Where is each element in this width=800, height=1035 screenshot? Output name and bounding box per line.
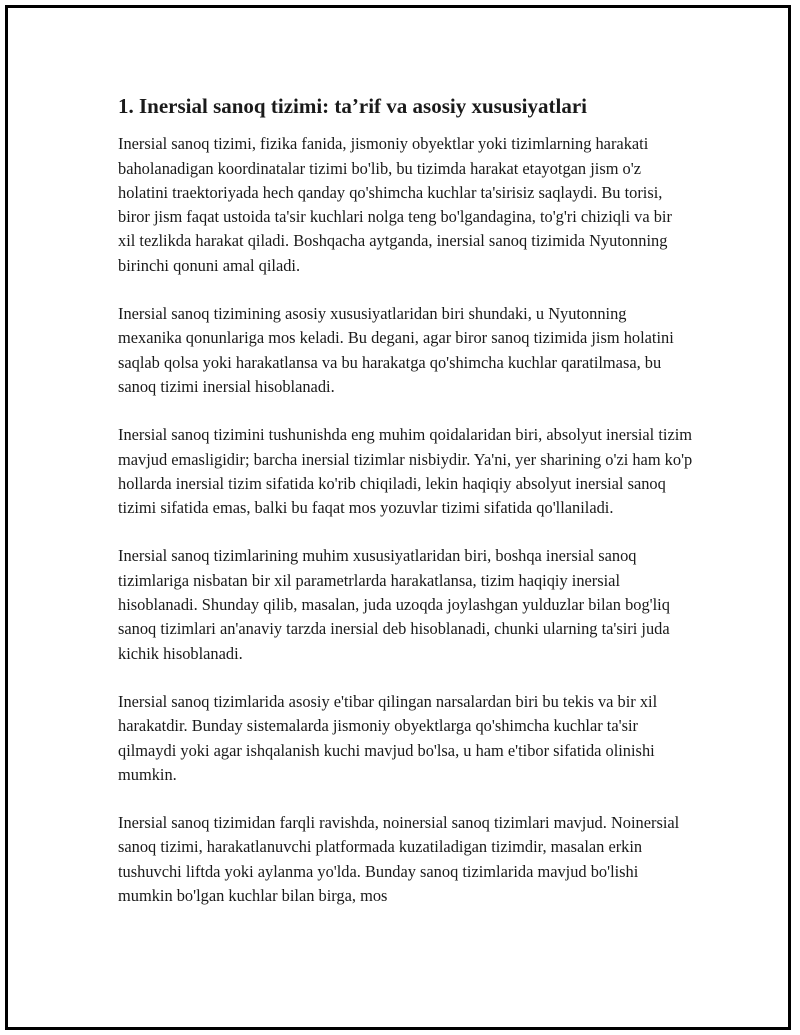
document-body [118, 93, 693, 932]
paragraph-5: Inersial sanoq tizimlarida asosiy e'tibar qilingan narsalardan biri bu tekis va bir xil harakatdir. Bunday sistemalarda jismoniy obyektlarga qo'shimcha kuchlar ta'sir qilmaydi yoki agar ishqalanish kuchi mavjud bo'lsa, u ham e'tibor sifatida olinishi mumkin. [118, 691, 658, 784]
paragraph-4: Inersial sanoq tizimlarining muhim xususiyatlaridan biri, boshqa inersial sanoq tizimlariga nisbatan bir xil parametrlarda harakatlansa, tizim haqiqiy inersial hisoblanadi. Shunday qilib, masalan, juda uzoqda joylashgan yulduzlar bilan bog'liq sanoq tizimlari an'anaviy tarzda inersial deb hisoblanadi, chunki ularning ta'siri juda kichik hisoblanadi. [118, 546, 670, 663]
paragraph-6: Inersial sanoq tizimidan farqli ravishda, noinersial sanoq tizimlari mavjud. Noinersial sanoq tizimi, harakatlanuvchi platformada kuzatiladigan tizimdir, masalan erkin tushuvchi liftda yoki aylanma yo'lda. Bunday sanoq tizimlarida mavjud bo'lishi mumkin bo'lgan kuchlar bilan birga, mos [118, 813, 680, 906]
paragraph-3: Inersial sanoq tizimini tushunishda eng muhim qoidalaridan biri, absolyut inersial tizim mavjud emasligidir; barcha inersial tizimlar nisbiydir. Ya'ni, yer sharining o'zi ham ko'p hollarda inersial tizim sifatida ko'rib chiqiladi, lekin haqiqiy absolyut inersial sanoq tizimi sifatida emas, balki bu faqat mos yozuvlar tizimi sifatida qo'llaniladi. [118, 425, 693, 518]
paragraph-1: Inersial sanoq tizimi, fizika fanida, jismoniy obyektlar yoki tizimlarning harakati baholanadigan koordinatalar tizimi bo'lib, bu tizimda harakat etayotgan jism o'z holatini traektoriyada hech qanday qo'shimcha kuchlar ta'sirisiz saqlaydi. Bu torisi, biror jism faqat ustoida ta'sir kuchlari nolga teng bo'lgandagina, to'g'ri chiziqli va bir xil tezlikda harakat qiladi. Boshqacha aytganda, inersial sanoq tizimida Nyutonning birinchi qonuni amal qiladi. [118, 134, 672, 275]
section-heading: 1. Inersial sanoq tizimi: ta’rif va asosiy xususiyatlari [118, 94, 588, 118]
paragraph-2: Inersial sanoq tizimining asosiy xususiyatlaridan biri shundaki, u Nyutonning mexanika qonunlariga mos keladi. Bu degani, agar biror sanoq tizimida jism holatini saqlab qolsa yoki harakatlansa va bu harakatga qo'shimcha kuchlar qaratilmasa, bu sanoq tizimi inersial hisoblanadi. [118, 304, 674, 396]
